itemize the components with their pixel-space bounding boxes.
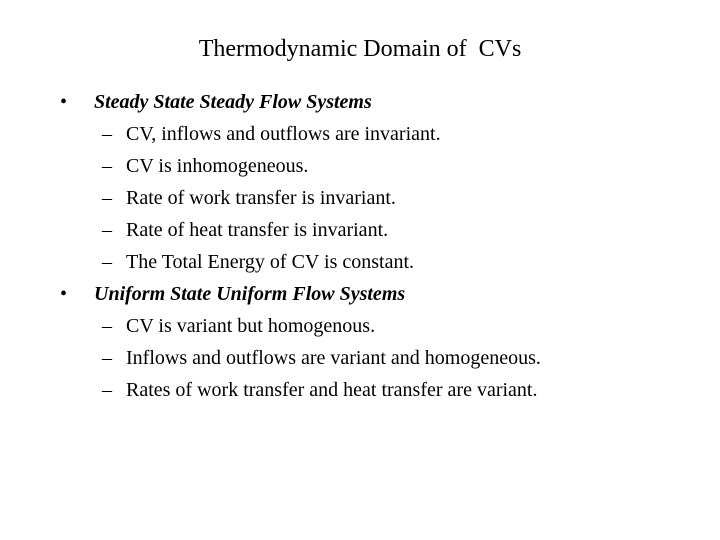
bullet-heading-steady-state [60,86,700,118]
bullet-marker: • [60,91,68,113]
bullet-heading-text: Steady State Steady Flow Systems [94,91,372,113]
sub-item [60,310,700,342]
sub-item-text: Rate of heat transfer is invariant. [126,219,389,241]
dash-marker: – [102,251,112,273]
sub-item [60,214,700,246]
dash-marker: – [102,187,112,209]
sub-item-text: CV is inhomogeneous. [126,155,309,177]
sub-item-text: Rate of work transfer is invariant. [126,187,396,209]
bullet-heading-uniform-state [60,278,700,310]
slide-title: Thermodynamic Domain of CVs [198,36,522,62]
sub-item-text: Inflows and outflows are variant and homogeneous. [126,347,541,369]
sub-item [60,342,700,374]
dash-marker: – [102,219,112,241]
sub-item [60,182,700,214]
dash-marker: – [102,155,112,177]
slide-content [60,86,700,406]
sub-item [60,246,700,278]
sub-item-text: CV is variant but homogenous. [126,315,376,337]
dash-marker: – [102,315,112,337]
dash-marker: – [102,379,112,401]
sub-item [60,118,700,150]
sub-item-text: CV, inflows and outflows are invariant. [126,123,441,145]
bullet-marker: • [60,283,68,305]
dash-marker: – [102,347,112,369]
sub-item-text: Rates of work transfer and heat transfer are variant. [126,379,538,401]
dash-marker: – [102,123,112,145]
bullet-heading-text: Uniform State Uniform Flow Systems [94,283,406,305]
sub-item-text: The Total Energy of CV is constant. [126,251,415,273]
sub-item [60,150,700,182]
sub-item [60,374,700,406]
